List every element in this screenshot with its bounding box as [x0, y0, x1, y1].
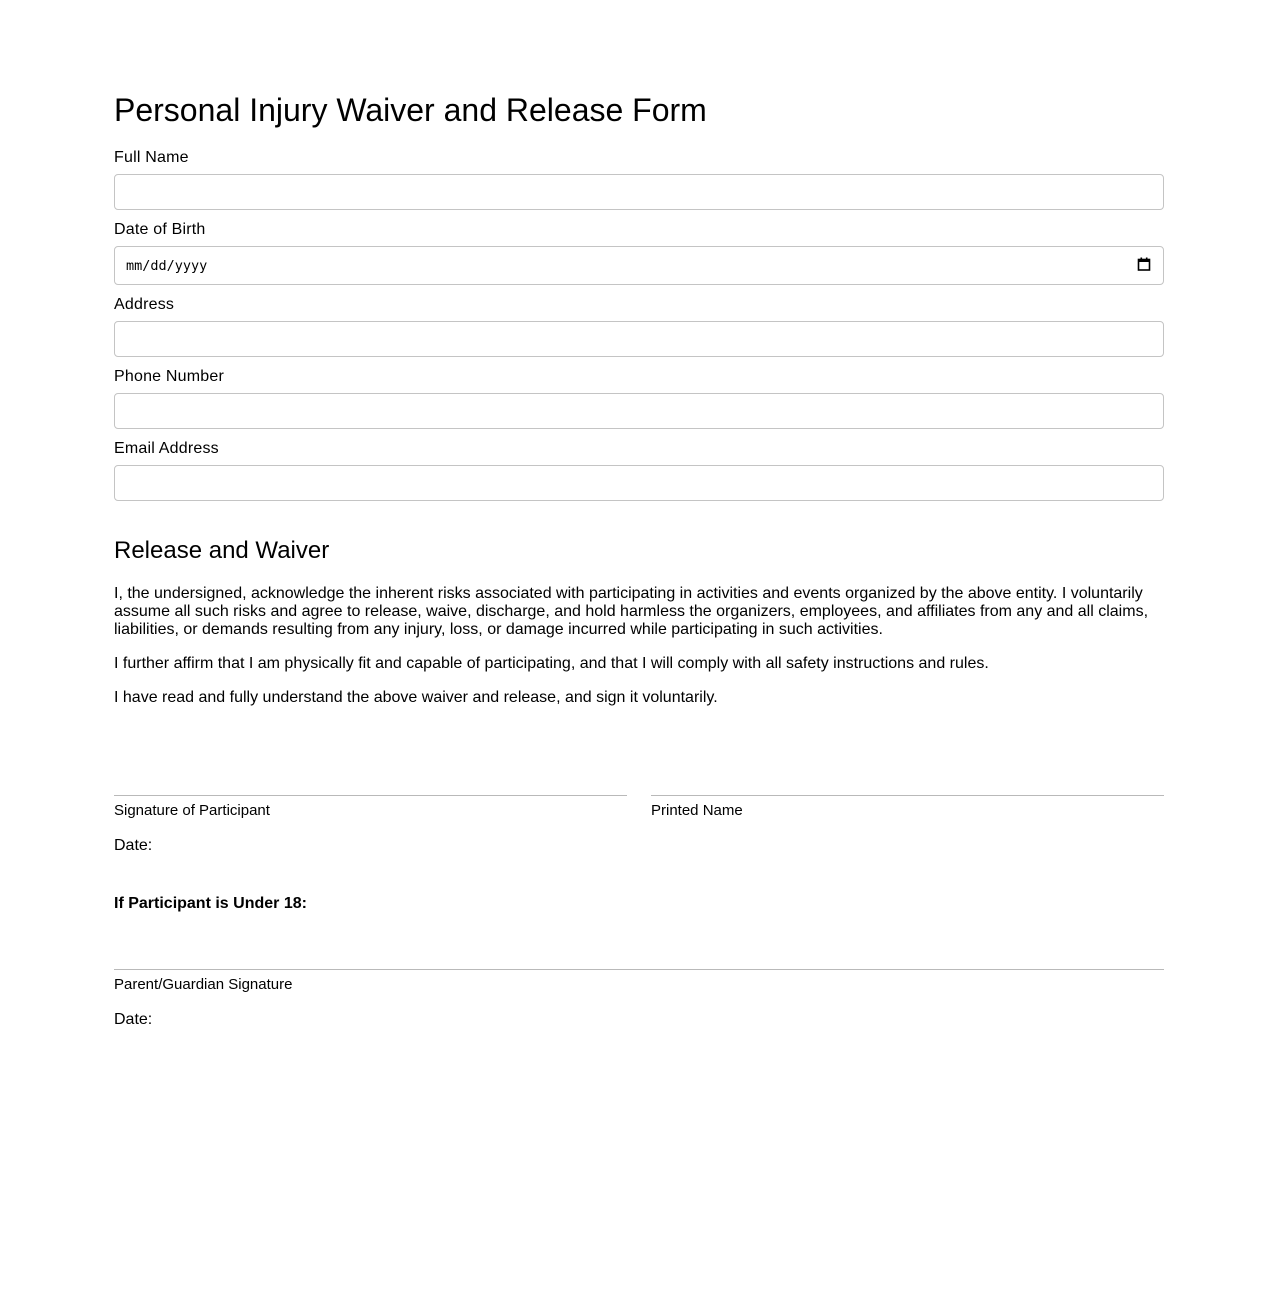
full-name-input[interactable] [114, 174, 1164, 210]
date-of-birth-input[interactable] [114, 246, 1164, 285]
guardian-signature-label: Parent/Guardian Signature [114, 976, 293, 993]
email-address-input[interactable] [114, 465, 1164, 501]
printed-name-label: Printed Name [651, 802, 743, 819]
release-paragraph-3: I have read and fully understand the above waiver and release, and sign it voluntarily. [114, 689, 718, 706]
page-title: Personal Injury Waiver and Release Form [114, 92, 707, 128]
participant-signature-label: Signature of Participant [114, 802, 270, 819]
release-paragraph-2: I further affirm that I am physically fit and capable of participating, and that I will comply with all safety instructions and rules. [114, 655, 989, 672]
guardian-date-label: Date: [114, 1011, 153, 1028]
email-address-label: Email Address [114, 440, 219, 457]
participant-signature-line[interactable] [114, 795, 627, 796]
minor-heading: If Participant is Under 18: [114, 895, 307, 912]
printed-name-line[interactable] [651, 795, 1164, 796]
address-label: Address [114, 296, 175, 313]
guardian-signature-line[interactable] [114, 969, 1164, 970]
address-input[interactable] [114, 321, 1164, 357]
release-paragraph-1: I, the undersigned, acknowledge the inherent risks associated with participating in activities and events organized by the above entity. I voluntarily assume all such risks and agree to release, waive, discharge, and hold harmless the organizers, employees, and affiliates from any and all claims, liabilities, or demands resulting from any injury, loss, or damage incurred while participating in such activities. [114, 585, 1149, 638]
date-of-birth-label: Date of Birth [114, 221, 206, 238]
release-heading: Release and Waiver [114, 537, 330, 564]
date-placeholder: mm/dd/yyyy [126, 257, 208, 274]
calendar-icon[interactable] [1137, 257, 1151, 275]
phone-number-input[interactable] [114, 393, 1164, 429]
phone-number-label: Phone Number [114, 368, 225, 385]
participant-date-label: Date: [114, 837, 153, 854]
full-name-label: Full Name [114, 149, 189, 166]
